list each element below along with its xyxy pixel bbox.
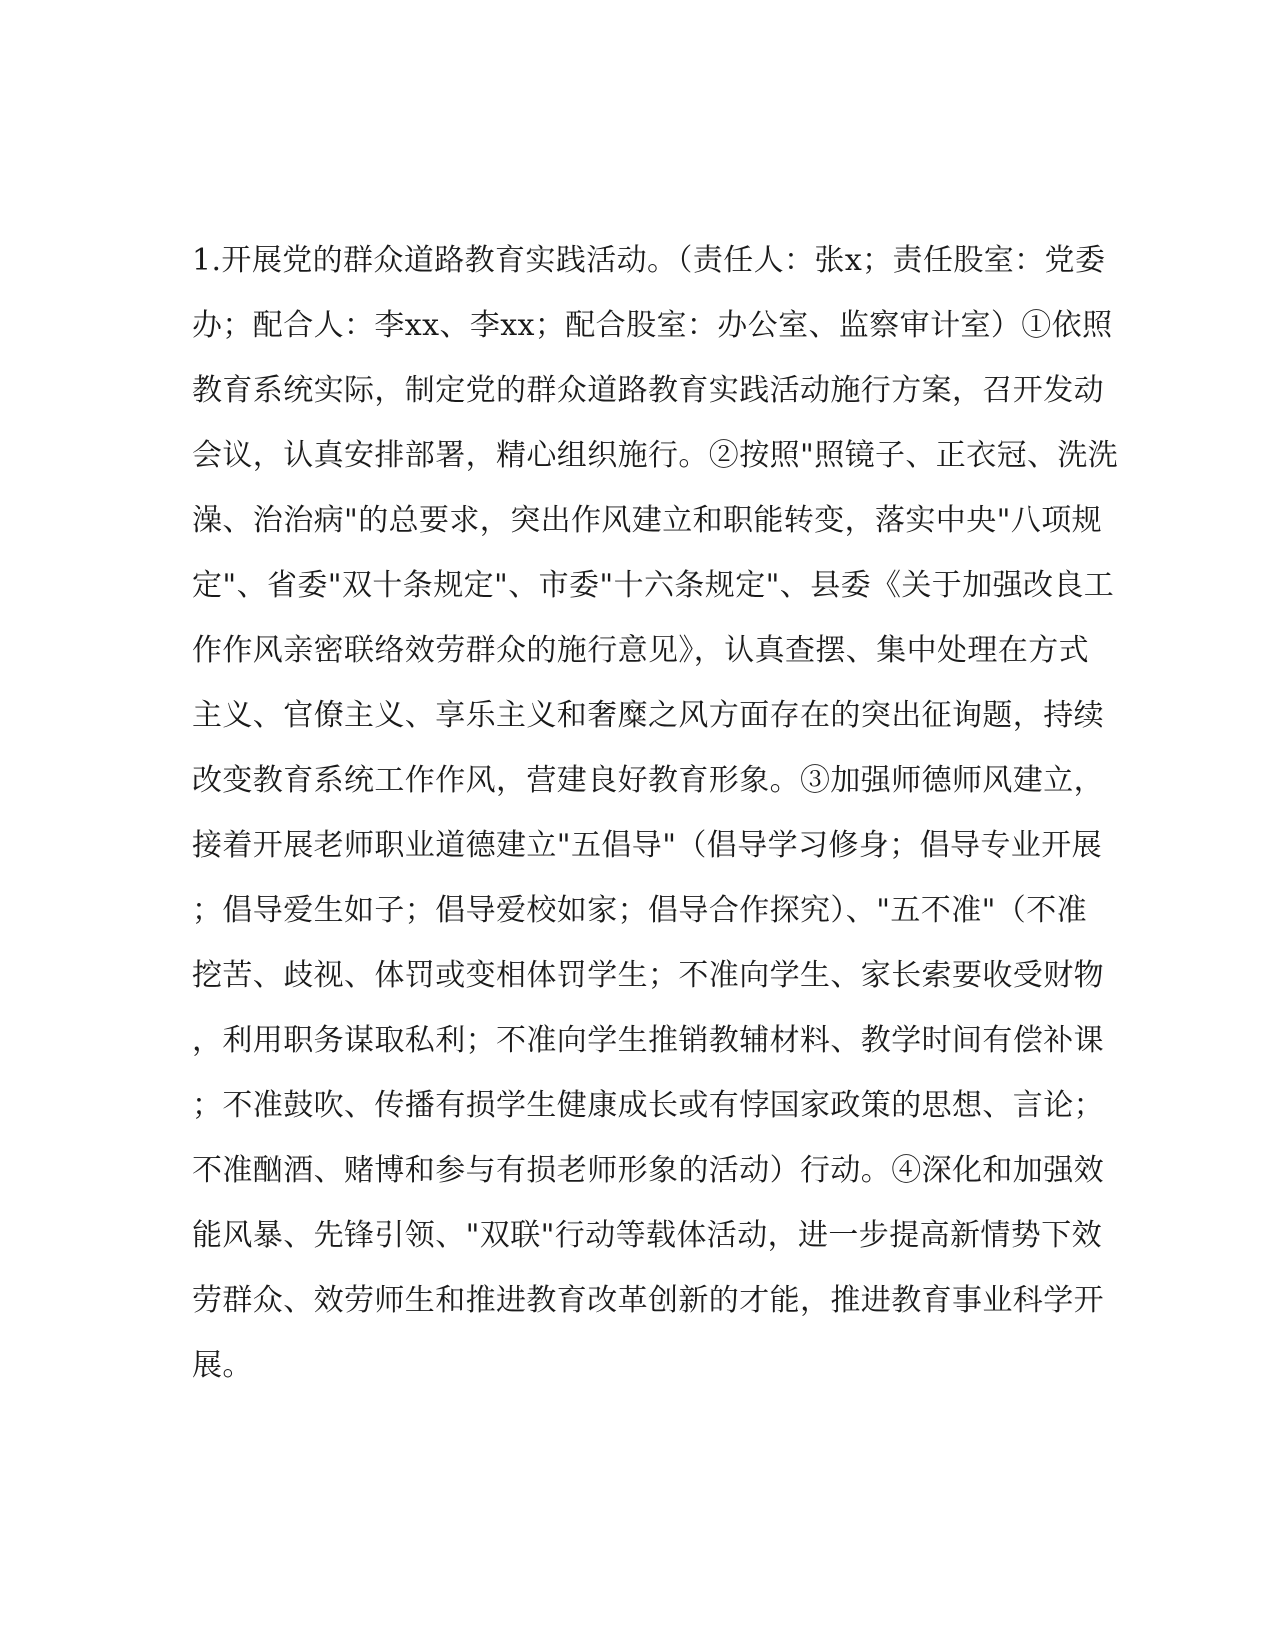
text-line: 改变教育系统工作作风，营建良好教育形象。③加强师德师风建立， [192, 763, 1104, 798]
text-line: ；不准鼓吹、传播有损学生健康成长或有悖国家政策的思想、言论； [192, 1088, 1104, 1123]
text-line: 会议，认真安排部署，精心组织施行。②按照"照镜子、正衣冠、洗洗 [192, 438, 1119, 473]
text-line: 劳群众、效劳师生和推进教育改革创新的才能，推进教育事业科学开 [192, 1283, 1104, 1318]
text-line: 不准酗酒、赌博和参与有损老师形象的活动）行动。④深化和加强效 [192, 1153, 1104, 1188]
text-line: ，利用职务谋取私利；不准向学生推销教辅材料、教学时间有偿补课 [192, 1023, 1104, 1058]
text-line: 办；配合人：李xx、李xx；配合股室：办公室、监察审计室）①依照 [192, 308, 1113, 343]
text-line: 教育系统实际，制定党的群众道路教育实践活动施行方案，召开发动 [192, 373, 1104, 408]
text-line: 澡、治治病"的总要求，突出作风建立和职能转变，落实中央"八项规 [192, 503, 1102, 538]
text-line: 能风暴、先锋引领、"双联"行动等载体活动，进一步提高新情势下效 [192, 1218, 1102, 1253]
body-paragraph [192, 228, 1119, 1398]
text-line: 作作风亲密联络效劳群众的施行意见》，认真查摆、集中处理在方式 [192, 633, 1089, 668]
text-line: 1.开展党的群众道路教育实践活动。（责任人：张x；责任股室：党委 [192, 243, 1106, 278]
text-line: 接着开展老师职业道德建立"五倡导"（倡导学习修身；倡导专业开展 [192, 828, 1102, 863]
text-line: 展。 [192, 1348, 253, 1383]
text-line: ；倡导爱生如子；倡导爱校如家；倡导合作探究）、"五不准"（不准 [192, 893, 1087, 928]
text-line: 定"、省委"双十条规定"、市委"十六条规定"、县委《关于加强改良工 [192, 568, 1115, 603]
text-line: 挖苦、歧视、体罚或变相体罚学生；不准向学生、家长索要收受财物 [192, 958, 1104, 993]
text-line: 主义、官僚主义、享乐主义和奢糜之风方面存在的突出征询题，持续 [192, 698, 1104, 733]
